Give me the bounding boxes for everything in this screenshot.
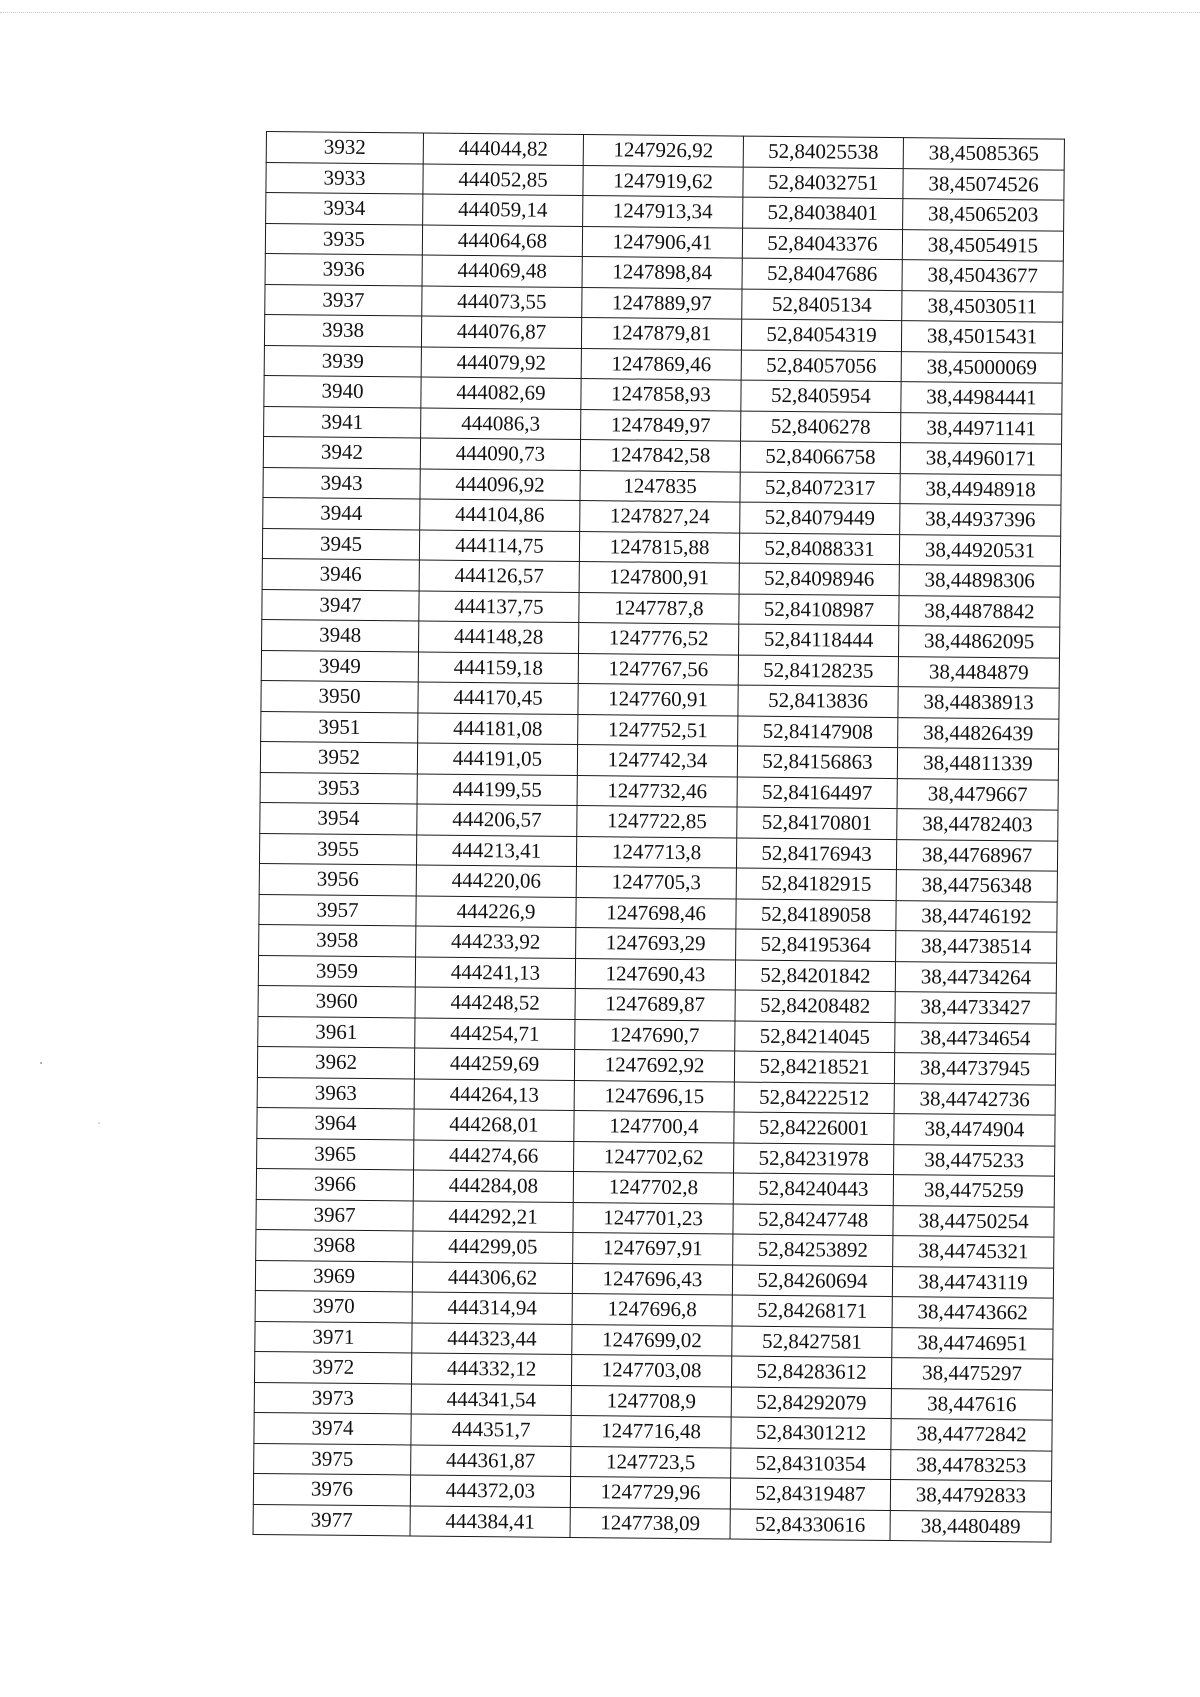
point-number-cell: 3957: [259, 894, 416, 926]
longitude-cell: 38,44746951: [892, 1327, 1053, 1359]
x-coordinate-cell: 444206,57: [417, 804, 577, 836]
longitude-cell: 38,4484879: [898, 656, 1059, 688]
longitude-cell: 38,45015431: [901, 321, 1062, 353]
latitude-cell: 52,84253892: [733, 1234, 893, 1266]
latitude-cell: 52,84108987: [739, 594, 899, 626]
latitude-cell: 52,84164497: [737, 777, 897, 809]
x-coordinate-cell: 444332,12: [411, 1353, 571, 1385]
x-coordinate-cell: 444191,05: [417, 743, 577, 775]
latitude-cell: 52,8405954: [741, 380, 901, 412]
x-coordinate-cell: 444341,54: [411, 1383, 571, 1415]
x-coordinate-cell: 444372,03: [410, 1475, 570, 1507]
point-number-cell: 3969: [255, 1260, 412, 1292]
y-coordinate-cell: 1247699,02: [572, 1324, 732, 1356]
latitude-cell: 52,8405134: [742, 289, 902, 321]
latitude-cell: 52,84043376: [742, 228, 902, 260]
coordinates-table: [253, 131, 1065, 1543]
point-number-cell: 3973: [254, 1382, 411, 1414]
y-coordinate-cell: 1247702,8: [573, 1171, 733, 1203]
x-coordinate-cell: 444264,13: [414, 1078, 574, 1110]
latitude-cell: 52,84226001: [734, 1112, 894, 1144]
coordinates-table-body: [253, 132, 1064, 1543]
point-number-cell: 3932: [266, 132, 423, 164]
y-coordinate-cell: 1247708,9: [571, 1385, 731, 1417]
point-number-cell: 3943: [263, 467, 420, 499]
point-number-cell: 3974: [254, 1412, 411, 1444]
point-number-cell: 3956: [259, 863, 416, 895]
x-coordinate-cell: 444181,08: [418, 712, 578, 744]
x-coordinate-cell: 444248,52: [415, 987, 575, 1019]
point-number-cell: 3946: [262, 558, 419, 590]
y-coordinate-cell: 1247869,46: [581, 348, 741, 380]
longitude-cell: 38,45043677: [902, 260, 1063, 292]
longitude-cell: 38,44733427: [895, 992, 1056, 1024]
y-coordinate-cell: 1247742,34: [577, 745, 737, 777]
x-coordinate-cell: 444086,3: [421, 407, 581, 439]
longitude-cell: 38,44948918: [900, 473, 1061, 505]
point-number-cell: 3947: [262, 589, 419, 621]
y-coordinate-cell: 1247787,8: [579, 592, 739, 624]
y-coordinate-cell: 1247752,51: [578, 714, 738, 746]
longitude-cell: 38,44742736: [894, 1083, 1055, 1115]
x-coordinate-cell: 444254,71: [415, 1017, 575, 1049]
y-coordinate-cell: 1247716,48: [571, 1415, 731, 1447]
x-coordinate-cell: 444220,06: [416, 865, 576, 897]
scan-speck: [40, 1062, 42, 1064]
latitude-cell: 52,84025538: [743, 136, 903, 168]
latitude-cell: 52,84310354: [731, 1448, 891, 1480]
point-number-cell: 3944: [263, 497, 420, 529]
latitude-cell: 52,84170801: [737, 807, 897, 839]
longitude-cell: 38,44745321: [893, 1236, 1054, 1268]
y-coordinate-cell: 1247690,7: [575, 1019, 735, 1051]
x-coordinate-cell: 444059,14: [423, 194, 583, 226]
longitude-cell: 38,4479667: [897, 778, 1058, 810]
longitude-cell: 38,45030511: [902, 290, 1063, 322]
longitude-cell: 38,447616: [891, 1388, 1052, 1420]
point-number-cell: 3976: [253, 1473, 410, 1505]
latitude-cell: 52,84038401: [743, 197, 903, 229]
x-coordinate-cell: 444213,41: [416, 834, 576, 866]
latitude-cell: 52,84201842: [735, 960, 895, 992]
y-coordinate-cell: 1247696,15: [574, 1080, 734, 1112]
x-coordinate-cell: 444170,45: [418, 682, 578, 714]
x-coordinate-cell: 444052,85: [423, 164, 583, 196]
point-number-cell: 3951: [261, 711, 418, 743]
x-coordinate-cell: 444079,92: [421, 347, 581, 379]
latitude-cell: 52,84156863: [737, 746, 897, 778]
latitude-cell: 52,84182915: [736, 868, 896, 900]
y-coordinate-cell: 1247800,91: [579, 562, 739, 594]
y-coordinate-cell: 1247879,81: [581, 318, 741, 350]
latitude-cell: 52,84195364: [736, 929, 896, 961]
point-number-cell: 3941: [264, 406, 421, 438]
longitude-cell: 38,45085365: [903, 138, 1064, 170]
x-coordinate-cell: 444323,44: [412, 1322, 572, 1354]
y-coordinate-cell: 1247732,46: [577, 775, 737, 807]
point-number-cell: 3949: [261, 650, 418, 682]
x-coordinate-cell: 444306,62: [412, 1261, 572, 1293]
y-coordinate-cell: 1247696,43: [572, 1263, 732, 1295]
x-coordinate-cell: 444096,92: [420, 468, 580, 500]
longitude-cell: 38,4475259: [893, 1175, 1054, 1207]
y-coordinate-cell: 1247842,58: [580, 440, 740, 472]
latitude-cell: 52,8406278: [741, 411, 901, 443]
point-number-cell: 3964: [257, 1107, 414, 1139]
y-coordinate-cell: 1247697,91: [573, 1232, 733, 1264]
longitude-cell: 38,44826439: [898, 717, 1059, 749]
y-coordinate-cell: 1247835: [580, 470, 740, 502]
latitude-cell: 52,84189058: [736, 899, 896, 931]
y-coordinate-cell: 1247913,34: [583, 196, 743, 228]
latitude-cell: 52,84128235: [738, 655, 898, 687]
x-coordinate-cell: 444114,75: [419, 529, 579, 561]
latitude-cell: 52,84047686: [742, 258, 902, 290]
point-number-cell: 3977: [253, 1504, 410, 1536]
latitude-cell: 52,84066758: [740, 441, 900, 473]
y-coordinate-cell: 1247713,8: [576, 836, 736, 868]
longitude-cell: 38,44984441: [901, 382, 1062, 414]
point-number-cell: 3936: [265, 253, 422, 285]
latitude-cell: 52,84088331: [739, 533, 899, 565]
longitude-cell: 38,44738514: [896, 931, 1057, 963]
y-coordinate-cell: 1247700,4: [574, 1111, 734, 1143]
point-number-cell: 3945: [262, 528, 419, 560]
longitude-cell: 38,44862095: [898, 626, 1059, 658]
longitude-cell: 38,44737945: [894, 1053, 1055, 1085]
x-coordinate-cell: 444384,41: [410, 1505, 570, 1537]
point-number-cell: 3953: [260, 772, 417, 804]
longitude-cell: 38,44750254: [893, 1205, 1054, 1237]
x-coordinate-cell: 444259,69: [414, 1048, 574, 1080]
longitude-cell: 38,44743662: [892, 1297, 1053, 1329]
point-number-cell: 3966: [256, 1168, 413, 1200]
y-coordinate-cell: 1247703,08: [571, 1354, 731, 1386]
latitude-cell: 52,84283612: [731, 1356, 891, 1388]
point-number-cell: 3948: [262, 619, 419, 651]
point-number-cell: 3950: [261, 680, 418, 712]
longitude-cell: 38,44838913: [898, 687, 1059, 719]
longitude-cell: 38,45065203: [903, 199, 1064, 231]
y-coordinate-cell: 1247849,97: [581, 409, 741, 441]
point-number-cell: 3972: [254, 1351, 411, 1383]
x-coordinate-cell: 444076,87: [421, 316, 581, 348]
y-coordinate-cell: 1247696,8: [572, 1293, 732, 1325]
point-number-cell: 3938: [264, 314, 421, 346]
x-coordinate-cell: 444299,05: [413, 1231, 573, 1263]
longitude-cell: 38,44878842: [899, 595, 1060, 627]
x-coordinate-cell: 444064,68: [422, 225, 582, 257]
latitude-cell: 52,84098946: [739, 563, 899, 595]
longitude-cell: 38,4475233: [894, 1144, 1055, 1176]
point-number-cell: 3954: [260, 802, 417, 834]
y-coordinate-cell: 1247690,43: [575, 958, 735, 990]
longitude-cell: 38,44782403: [897, 809, 1058, 841]
longitude-cell: 38,4480489: [890, 1510, 1051, 1542]
latitude-cell: 52,84268171: [732, 1295, 892, 1327]
x-coordinate-cell: 444090,73: [420, 438, 580, 470]
x-coordinate-cell: 444159,18: [418, 651, 578, 683]
latitude-cell: 52,84231978: [734, 1143, 894, 1175]
point-number-cell: 3955: [259, 833, 416, 865]
latitude-cell: 52,84147908: [738, 716, 898, 748]
latitude-cell: 52,84176943: [736, 838, 896, 870]
y-coordinate-cell: 1247729,96: [570, 1476, 730, 1508]
x-coordinate-cell: 444126,57: [419, 560, 579, 592]
latitude-cell: 52,84054319: [741, 319, 901, 351]
x-coordinate-cell: 444292,21: [413, 1200, 573, 1232]
x-coordinate-cell: 444274,66: [414, 1139, 574, 1171]
longitude-cell: 38,4474904: [894, 1114, 1055, 1146]
latitude-cell: 52,8413836: [738, 685, 898, 717]
y-coordinate-cell: 1247898,84: [582, 257, 742, 289]
y-coordinate-cell: 1247692,92: [574, 1050, 734, 1082]
longitude-cell: 38,44772842: [891, 1419, 1052, 1451]
x-coordinate-cell: 444241,13: [415, 956, 575, 988]
longitude-cell: 38,44743119: [892, 1266, 1053, 1298]
x-coordinate-cell: 444082,69: [421, 377, 581, 409]
x-coordinate-cell: 444199,55: [417, 773, 577, 805]
longitude-cell: 38,44734654: [895, 1022, 1056, 1054]
y-coordinate-cell: 1247926,92: [583, 135, 743, 167]
point-number-cell: 3940: [264, 375, 421, 407]
longitude-cell: 38,44960171: [900, 443, 1061, 475]
y-coordinate-cell: 1247723,5: [571, 1446, 731, 1478]
latitude-cell: 52,84057056: [741, 350, 901, 382]
y-coordinate-cell: 1247701,23: [573, 1202, 733, 1234]
y-coordinate-cell: 1247767,56: [578, 653, 738, 685]
point-number-cell: 3958: [259, 924, 416, 956]
y-coordinate-cell: 1247722,85: [577, 806, 737, 838]
y-coordinate-cell: 1247815,88: [579, 531, 739, 563]
point-number-cell: 3967: [256, 1199, 413, 1231]
longitude-cell: 38,44920531: [899, 534, 1060, 566]
point-number-cell: 3968: [256, 1229, 413, 1261]
x-coordinate-cell: 444233,92: [416, 926, 576, 958]
latitude-cell: 52,84072317: [740, 472, 900, 504]
point-number-cell: 3965: [257, 1138, 414, 1170]
y-coordinate-cell: 1247693,29: [576, 928, 736, 960]
longitude-cell: 38,44971141: [901, 412, 1062, 444]
latitude-cell: 52,84079449: [740, 502, 900, 534]
latitude-cell: 52,84292079: [731, 1387, 891, 1419]
y-coordinate-cell: 1247705,3: [576, 867, 736, 899]
latitude-cell: 52,84214045: [735, 1021, 895, 1053]
longitude-cell: 38,44792833: [890, 1480, 1051, 1512]
x-coordinate-cell: 444314,94: [412, 1292, 572, 1324]
x-coordinate-cell: 444268,01: [414, 1109, 574, 1141]
y-coordinate-cell: 1247760,91: [578, 684, 738, 716]
latitude-cell: 52,84222512: [734, 1082, 894, 1114]
point-number-cell: 3959: [258, 955, 415, 987]
y-coordinate-cell: 1247858,93: [581, 379, 741, 411]
longitude-cell: 38,44811339: [897, 748, 1058, 780]
longitude-cell: 38,45000069: [901, 351, 1062, 383]
point-number-cell: 3934: [266, 193, 423, 225]
latitude-cell: 52,84260694: [732, 1265, 892, 1297]
latitude-cell: 52,84330616: [730, 1509, 890, 1541]
longitude-cell: 38,44756348: [896, 870, 1057, 902]
longitude-cell: 38,44768967: [896, 839, 1057, 871]
x-coordinate-cell: 444351,7: [411, 1414, 571, 1446]
y-coordinate-cell: 1247776,52: [579, 623, 739, 655]
latitude-cell: 52,84319487: [730, 1478, 890, 1510]
y-coordinate-cell: 1247738,09: [570, 1507, 730, 1539]
latitude-cell: 52,84240443: [733, 1173, 893, 1205]
y-coordinate-cell: 1247827,24: [580, 501, 740, 533]
x-coordinate-cell: 444044,82: [423, 133, 583, 165]
point-number-cell: 3935: [265, 223, 422, 255]
x-coordinate-cell: 444073,55: [422, 286, 582, 318]
longitude-cell: 38,44898306: [899, 565, 1060, 597]
point-number-cell: 3963: [257, 1077, 414, 1109]
point-number-cell: 3939: [264, 345, 421, 377]
longitude-cell: 38,44783253: [891, 1449, 1052, 1481]
point-number-cell: 3962: [257, 1046, 414, 1078]
latitude-cell: 52,84208482: [735, 990, 895, 1022]
x-coordinate-cell: 444226,9: [416, 895, 576, 927]
longitude-cell: 38,45074526: [903, 168, 1064, 200]
x-coordinate-cell: 444284,08: [413, 1170, 573, 1202]
x-coordinate-cell: 444069,48: [422, 255, 582, 287]
y-coordinate-cell: 1247702,62: [574, 1141, 734, 1173]
scan-top-edge: [0, 0, 1200, 13]
latitude-cell: 52,84032751: [743, 167, 903, 199]
point-number-cell: 3960: [258, 985, 415, 1017]
point-number-cell: 3971: [255, 1321, 412, 1353]
point-number-cell: 3937: [265, 284, 422, 316]
longitude-cell: 38,44746192: [896, 900, 1057, 932]
longitude-cell: 38,44734264: [895, 961, 1056, 993]
longitude-cell: 38,4475297: [891, 1358, 1052, 1390]
scan-speck: [98, 1122, 100, 1124]
x-coordinate-cell: 444137,75: [419, 590, 579, 622]
longitude-cell: 38,45054915: [902, 229, 1063, 261]
y-coordinate-cell: 1247689,87: [575, 989, 735, 1021]
point-number-cell: 3952: [260, 741, 417, 773]
point-number-cell: 3970: [255, 1290, 412, 1322]
x-coordinate-cell: 444361,87: [411, 1444, 571, 1476]
point-number-cell: 3933: [266, 162, 423, 194]
y-coordinate-cell: 1247919,62: [583, 165, 743, 197]
latitude-cell: 52,8427581: [732, 1326, 892, 1358]
point-number-cell: 3961: [258, 1016, 415, 1048]
latitude-cell: 52,84218521: [734, 1051, 894, 1083]
latitude-cell: 52,84118444: [738, 624, 898, 656]
point-number-cell: 3942: [263, 436, 420, 468]
latitude-cell: 52,84247748: [733, 1204, 893, 1236]
point-number-cell: 3975: [254, 1443, 411, 1475]
x-coordinate-cell: 444104,86: [420, 499, 580, 531]
y-coordinate-cell: 1247906,41: [582, 226, 742, 258]
y-coordinate-cell: 1247698,46: [576, 897, 736, 929]
longitude-cell: 38,44937396: [900, 504, 1061, 536]
y-coordinate-cell: 1247889,97: [582, 287, 742, 319]
x-coordinate-cell: 444148,28: [419, 621, 579, 653]
latitude-cell: 52,84301212: [731, 1417, 891, 1449]
